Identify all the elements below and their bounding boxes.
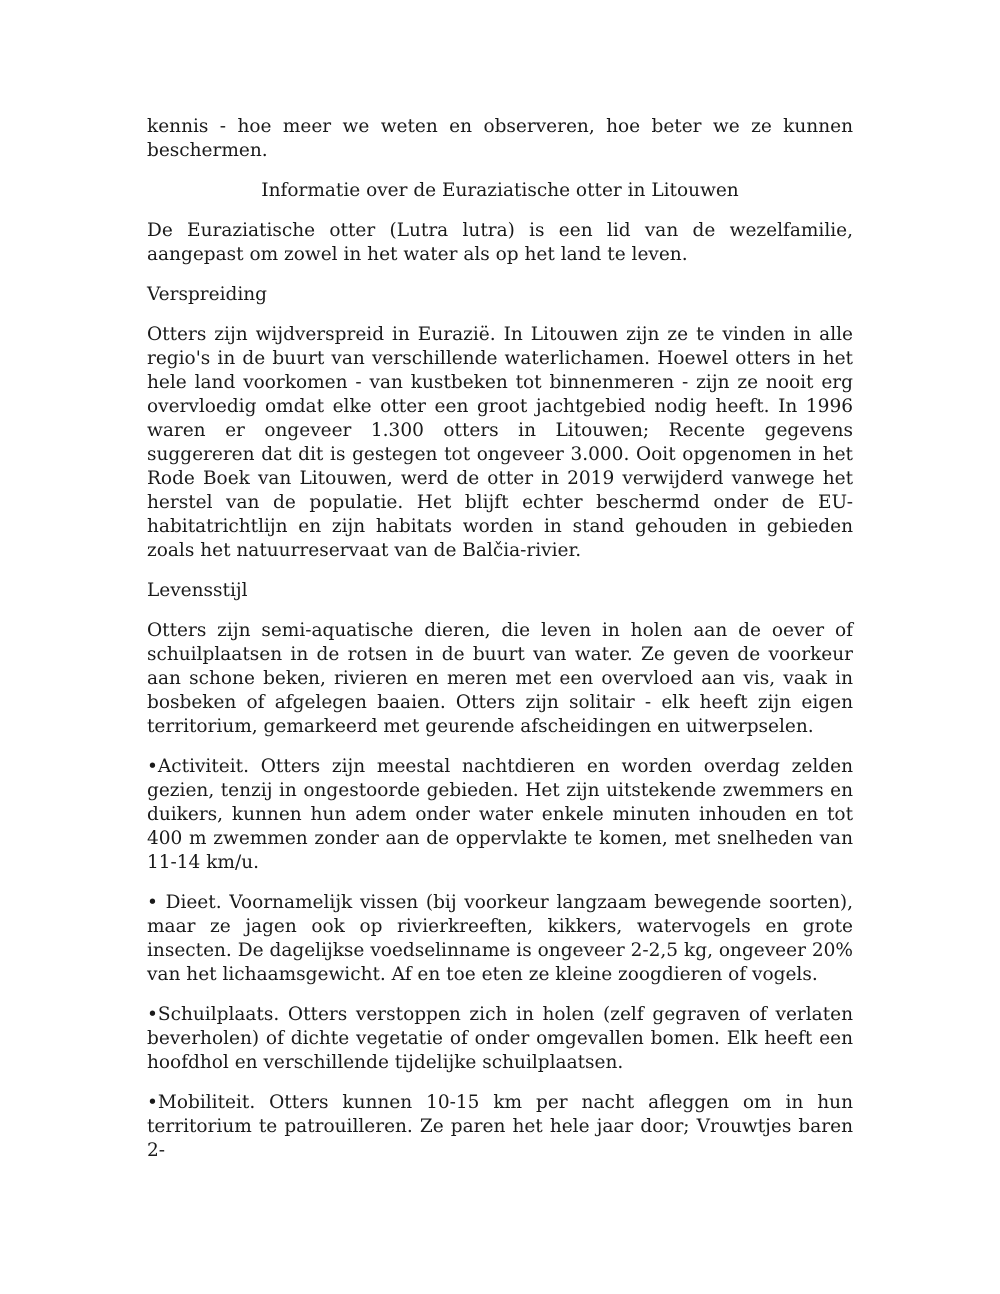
section-heading-verspreiding: Verspreiding — [147, 284, 268, 305]
document-page — [147, 115, 853, 1179]
bullet-dieet: • Dieet. Voornamelijk vissen (bij voorkeur langzaam bewegende soorten), maar ze jagen ook op rivierkreeften, kikkers, watervogels en grote insecten. De dagelijkse voedselinname is ongeveer 2-2,5 kg, ongeveer 20% van het lichaamsgewicht. Af en toe eten ze kleine zoogdieren of vogels. — [147, 892, 853, 985]
section-heading-levensstijl: Levensstijl — [147, 580, 248, 601]
levensstijl-paragraph: Otters zijn semi-aquatische dieren, die leven in holen aan de oever of schuilplaatsen in de rotsen in de buurt van water. Ze geven de voorkeur aan schone beken, rivieren en meren met een overvloed aan vis, vaak in bosbeken of afgelegen baaien. Otters zijn solitair - elk heeft zijn eigen territorium, gemarkeerd met geurende afscheidingen en uitwerpselen. — [147, 620, 853, 737]
document-title: Informatie over de Euraziatische otter in Litouwen — [261, 180, 739, 201]
continued-paragraph: kennis - hoe meer we weten en observeren, hoe beter we ze kunnen beschermen. — [147, 116, 853, 161]
verspreiding-paragraph: Otters zijn wijdverspreid in Eurazië. In Litouwen zijn ze te vinden in alle regio's in de buurt van verschillende waterlichamen. Hoewel otters in het hele land voorkomen - van kustbeken tot binnenmeren - zijn ze nooit erg overvloedig omdat elke otter een groot jachtgebied nodig heeft. In 1996 waren er ongeveer 1.300 otters in Litouwen; Recente gegevens suggereren dat dit is gestegen tot ongeveer 3.000. Ooit opgenomen in het Rode Boek van Litouwen, werd de otter in 2019 verwijderd vanwege het herstel van de populatie. Het blijft echter beschermd onder de EU-habitatrichtlijn en zijn habitats worden in stand gehouden in gebieden zoals het natuurreservaat van de Balčia-rivier. — [147, 324, 853, 561]
bullet-mobiliteit: •Mobiliteit. Otters kunnen 10-15 km per nacht afleggen om in hun territorium te patrouilleren. Ze paren het hele jaar door; Vrouwtjes baren 2- — [147, 1092, 853, 1161]
intro-paragraph: De Euraziatische otter (Lutra lutra) is een lid van de wezelfamilie, aangepast om zowel in het water als op het land te leven. — [147, 220, 853, 265]
bullet-activiteit: •Activiteit. Otters zijn meestal nachtdieren en worden overdag zelden gezien, tenzij in ongestoorde gebieden. Het zijn uitstekende zwemmers en duikers, kunnen hun adem onder water enkele minuten inhouden en tot 400 m zwemmen zonder aan de oppervlakte te komen, met snelheden van 11-14 km/u. — [147, 756, 853, 873]
bullet-schuilplaats: •Schuilplaats. Otters verstoppen zich in holen (zelf gegraven of verlaten beverholen) of dichte vegetatie of onder omgevallen bomen. Elk heeft een hoofdhol en verschillende tijdelijke schuilplaatsen. — [147, 1004, 853, 1073]
